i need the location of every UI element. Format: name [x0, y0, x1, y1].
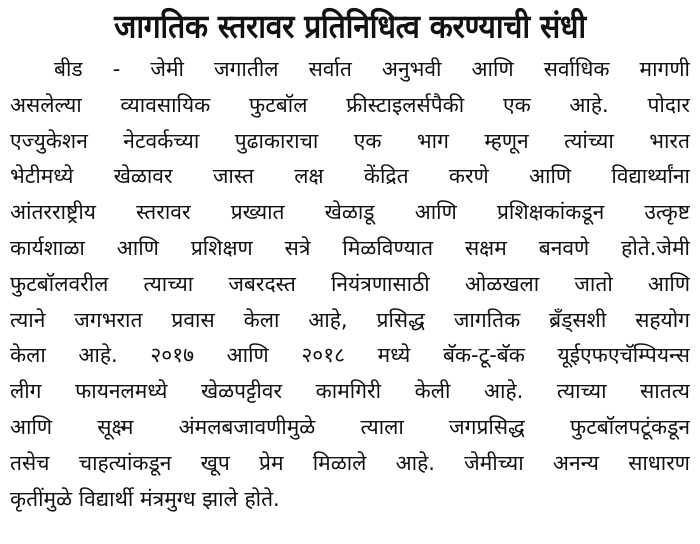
article-line: कार्यशाळा आणि प्रशिक्षण सत्रे मिळविण्यात सक्षम बनवणे होते.जेमी: [10, 235, 690, 260]
article-line: असलेल्या व्यावसायिक फुटबॉल फ्रीस्टाइलर्सपैकी एक आहे. पोदार: [10, 92, 690, 117]
article-line: लीग फायनलमध्ये खेळपट्टीवर कामगिरी केली आहे. त्याच्या सातत्य: [10, 379, 690, 404]
article-line: आंतरराष्ट्रीय स्तरावर प्रख्यात खेळाडू आणि प्रशिक्षकांकडून उत्कृष्ट: [10, 200, 690, 225]
article-line: तसेच चाहत्यांकडून खूप प्रेम मिळाले आहे. जेमीच्या अनन्य साधारण: [10, 450, 690, 475]
article-line: फुटबॉलवरील त्याच्या जबरदस्त नियंत्रणासाठी ओळखला जातो आणि: [10, 271, 690, 296]
article-line: एज्युकेशन नेटवर्कच्या पुढाकाराचा एक भाग म्हणून त्यांच्या भारत: [10, 128, 690, 153]
article-line: आणि सूक्ष्म अंमलबजावणीमुळे त्याला जगप्रसिद्ध फुटबॉलपटूंकडून: [10, 414, 690, 439]
article-line: कृतींमुळे विद्यार्थी मंत्रमुग्ध झाले होते.: [10, 486, 280, 511]
headline: जागतिक स्तरावर प्रतिनिधित्व करण्याची संधी: [114, 8, 586, 47]
article-body: [10, 52, 690, 517]
article-line: केला आहे. २०१७ आणि २०१८ मध्ये बॅक-टू-बॅक यूईएफएचॅम्पियन्स: [10, 343, 690, 368]
article-line: भेटीमध्ये खेळावर जास्त लक्ष केंद्रित करणे आणि विद्यार्थ्यांना: [10, 164, 690, 189]
article-line: त्याने जगभरात प्रवास केला आहे, प्रसिद्ध जागतिक ब्रँड्सशी सहयोग: [10, 307, 690, 332]
article-line: बीड - जेमी जगातील सर्वात अनुभवी आणि सर्वाधिक मागणी: [54, 57, 690, 81]
